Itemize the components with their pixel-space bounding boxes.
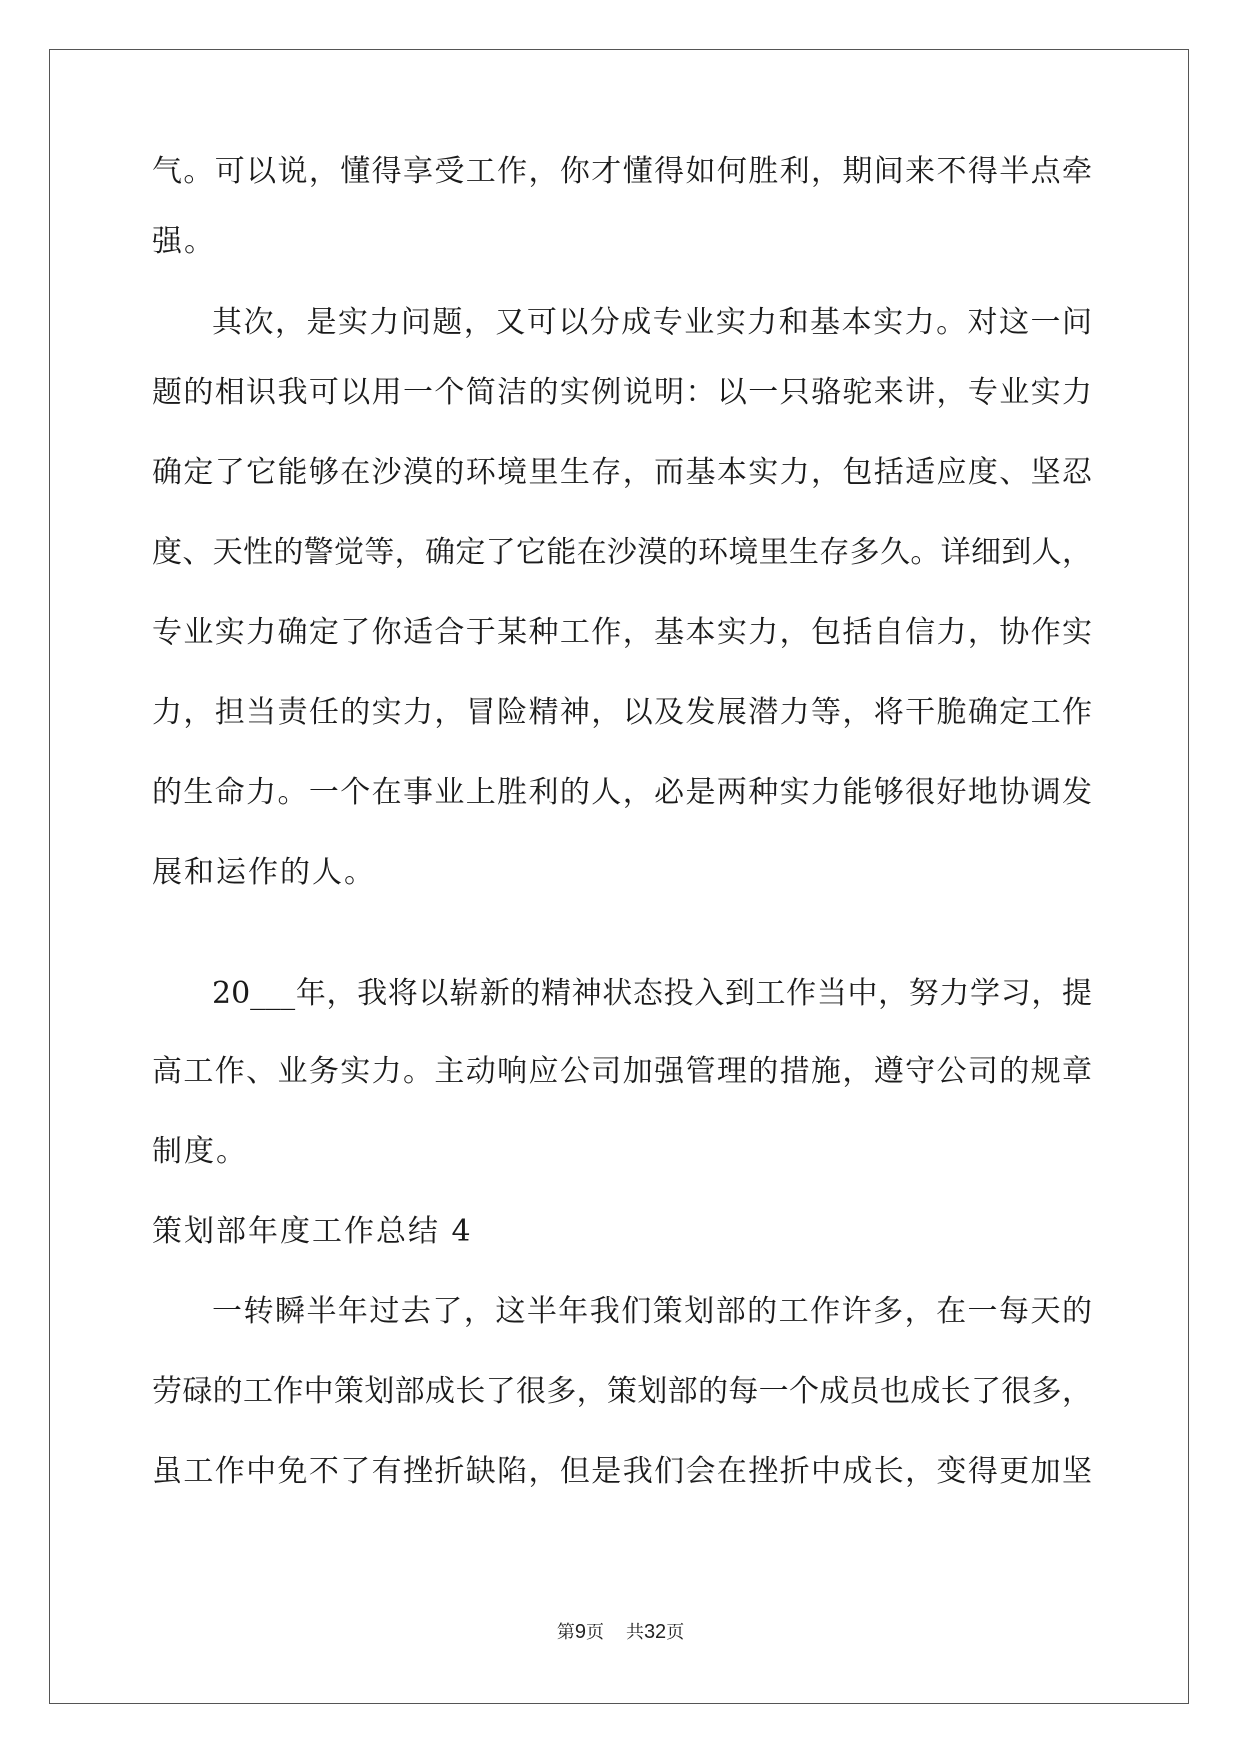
text-line-10: 展和运作的人。 bbox=[152, 855, 376, 890]
text-line-13: 制度。 bbox=[152, 1134, 248, 1169]
text-line-9: 的生命力。一个在事业上胜利的人，必是两种实力能够很好地协调发 bbox=[152, 775, 1092, 810]
footer-page-suffix: 页 bbox=[585, 1622, 604, 1643]
text-line-7: 专业实力确定了你适合于某种工作，基本实力，包括自信力，协作实 bbox=[152, 615, 1092, 650]
text-line-12: 高工作、业务实力。主动响应公司加强管理的措施，遵守公司的规章 bbox=[152, 1054, 1092, 1089]
footer-total-suffix: 页 bbox=[666, 1622, 685, 1643]
text-line-11: 20___年，我将以崭新的精神状态投入到工作当中，努力学习，提 bbox=[212, 976, 1092, 1011]
text-line-16: 劳碌的工作中策划部成长了很多，策划部的每一个成员也成长了很多， bbox=[152, 1374, 1092, 1409]
text-line-17: 虽工作中免不了有挫折缺陷，但是我们会在挫折中成长，变得更加坚 bbox=[152, 1454, 1092, 1489]
text-line-6: 度、天性的警觉等，确定了它能在沙漠的环境里生存多久。详细到人， bbox=[152, 535, 1092, 570]
section-heading: 策划部年度工作总结 4 bbox=[152, 1214, 473, 1249]
text-line-15: 一转瞬半年过去了，这半年我们策划部的工作许多，在一每天的 bbox=[212, 1294, 1092, 1329]
text-line-8: 力，担当责任的实力，冒险精神，以及发展潜力等，将干脆确定工作 bbox=[152, 695, 1092, 730]
text-line-5: 确定了它能够在沙漠的环境里生存，而基本实力，包括适应度、坚忍 bbox=[152, 455, 1092, 490]
footer-page-number: 9 bbox=[574, 1621, 586, 1643]
text-line-3: 其次，是实力问题，又可以分成专业实力和基本实力。对这一问 bbox=[212, 305, 1092, 340]
text-line-1: 气。可以说，懂得享受工作，你才懂得如何胜利，期间来不得半点牵 bbox=[152, 154, 1092, 189]
footer-page-prefix: 第 bbox=[556, 1622, 575, 1643]
footer-total-number: 32 bbox=[643, 1621, 667, 1643]
text-line-2: 强。 bbox=[152, 224, 216, 259]
page-footer bbox=[0, 1620, 1241, 1645]
footer-total-prefix: 共 bbox=[625, 1622, 644, 1643]
text-line-4: 题的相识我可以用一个简洁的实例说明：以一只骆驼来讲，专业实力 bbox=[152, 375, 1092, 410]
